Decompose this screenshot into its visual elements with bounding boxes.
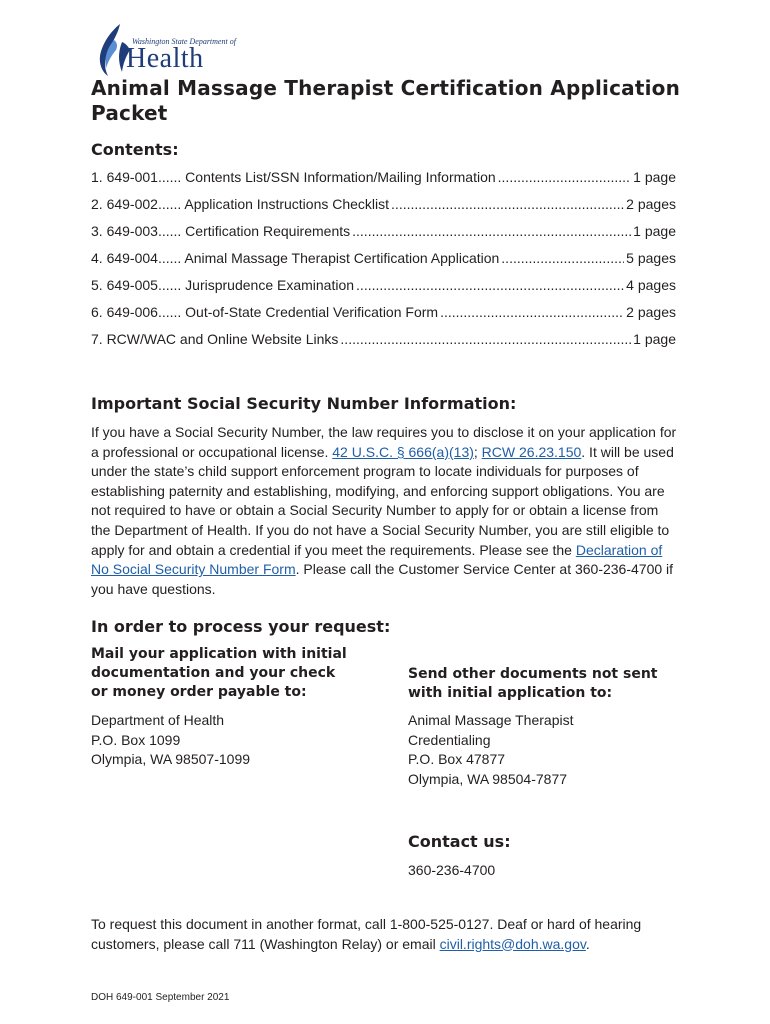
logo-small-text: Washington State Department of xyxy=(132,37,236,46)
mail-address: Department of Health P.O. Box 1099 Olympia, WA 98507-1099 xyxy=(91,712,251,767)
other-docs-heading: Send other documents not sent with initial application to: xyxy=(408,666,658,701)
contact-heading: Contact us: xyxy=(408,832,511,851)
declaration-form-link[interactable]: Declaration of No Social Security Number Form xyxy=(91,541,663,578)
usc-link[interactable]: 42 U.S.C. § 666(a)(13) xyxy=(332,443,474,460)
list-item: 6. 649-006...... Out-of-State Credential Verification Form ..... 2 pages xyxy=(91,304,676,331)
process-heading: In order to process your request: xyxy=(91,617,391,636)
logo-big-text: Health xyxy=(126,43,204,74)
doh-logo xyxy=(92,22,236,78)
list-item: 1. 649-001...... Contents List/SSN Information/Mailing Information ..... 1 page xyxy=(91,169,676,196)
rcw-link[interactable]: RCW 26.23.150 xyxy=(481,443,582,460)
document-footer: DOH 649-001 September 2021 xyxy=(91,992,230,1003)
contents-list xyxy=(91,169,676,358)
page-title: Animal Massage Therapist Certification Application Packet xyxy=(91,76,681,125)
mail-heading: Mail your application with initial documentation and your check or money order payable to: xyxy=(91,646,347,700)
list-item: 3. 649-003...... Certification Requirements ..... 1 page xyxy=(91,223,676,250)
list-item: 7. RCW/WAC and Online Website Links ..... 1 page xyxy=(91,331,676,358)
contents-heading: Contents: xyxy=(91,140,179,159)
ssn-paragraph: If you have a Social Security Number, the law requires you to disclose it on your application for a professional or occupational license. 42 U.S.C. § 666(a)(13); RCW 26.23.150. It will be used under the state’s child support enforcement program to locate individuals for purposes of establishing paternity and establishing, modifying, and enforcing support obligations. You are not required to have or obtain a Social Security Number to apply for or obtain a license from the Department of Health. If you do not have a Social Security Number, you are still eligible to apply for and obtain a credential if you meet the requirements. Please see the Declaration of No Social Security Number Form. Please call the Customer Service Center at 360-236-4700 if you have questions. xyxy=(91,424,677,597)
list-item: 4. 649-004...... Animal Massage Therapist Certification Application ..... 5 pages xyxy=(91,250,676,277)
other-docs-address: Animal Massage Therapist Credentialing P.O. Box 47877 Olympia, WA 98504-7877 xyxy=(408,712,574,787)
email-link[interactable]: civil.rights@doh.wa.gov xyxy=(439,935,586,952)
accessibility-paragraph: To request this document in another format, call 1-800-525-0127. Deaf or hard of hearing customers, please call 711 (Washington Relay) or email civil.rights@doh.wa.gov. xyxy=(91,916,642,952)
ssn-heading: Important Social Security Number Information: xyxy=(91,394,517,413)
list-item: 2. 649-002...... Application Instructions Checklist ..... 2 pages xyxy=(91,196,676,223)
contact-phone: 360-236-4700 xyxy=(408,862,496,878)
list-item: 5. 649-005...... Jurisprudence Examination ..... 4 pages xyxy=(91,277,676,304)
